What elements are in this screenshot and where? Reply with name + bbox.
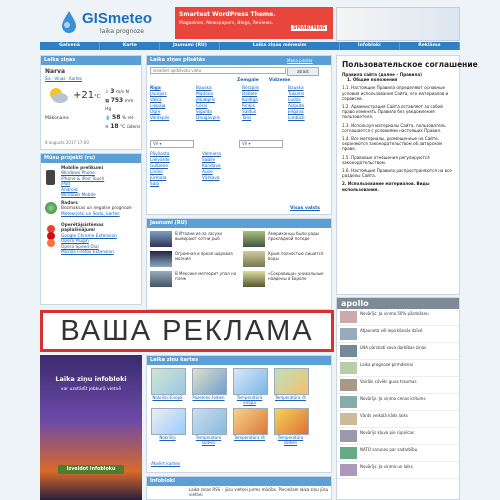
city-link[interactable]: Ventspils — [150, 116, 170, 121]
apollo-item[interactable]: Novārījs: Ja viņma un laiks — [337, 462, 459, 479]
all-cities-link[interactable]: Visas valsts — [290, 206, 320, 211]
news-item[interactable]: Американцы были рады прохладной погоде — [240, 229, 333, 249]
weather-wind: ⇩ 3 m/s N — [105, 88, 129, 95]
map-thumb — [192, 408, 227, 435]
city-list-2 — [147, 150, 253, 189]
city-link[interactable]: Cēsis — [196, 104, 208, 109]
extensions-list — [61, 223, 136, 255]
weather-water: ≋ 18 °C ūdens — [105, 123, 141, 130]
header-ad-screens — [336, 7, 460, 41]
nav-item-ads[interactable]: Reklāma — [400, 42, 460, 50]
weather-humidity: 💧 58 % rel. — [105, 114, 135, 121]
rules-paragraph: 1.5. Правовые отношения регулируются законодательством. — [342, 154, 430, 165]
my-city-link[interactable]: Mana pilsēta — [287, 58, 313, 63]
map-thumb — [151, 408, 186, 435]
ad-banner-subtitle: Magazines, Newspapers, Blogs, Reviews. — [179, 21, 274, 26]
weather-header: Laika ziņas — [41, 56, 141, 65]
news-item[interactable]: В Мексике метеорит упал на пляж — [147, 269, 240, 289]
city-link[interactable]: Vārkava — [202, 176, 220, 181]
link-windows-mobile[interactable]: Windows Mobile — [61, 193, 96, 199]
apollo-logo[interactable]: apollo — [337, 298, 459, 309]
promo-title: Laika ziņu infobloki — [55, 375, 127, 383]
map-card[interactable]: Nokrišņi Eiropā — [151, 368, 186, 405]
infoblocks-text: Laika ziņas RSS – jūsu vietnei pirms mācībs. Pieciešam laika ziņu jūsu vietnei — [189, 487, 329, 497]
city-link[interactable]: Jaunpils — [150, 92, 167, 97]
rules-section: 1. Общие положения — [347, 77, 398, 83]
link-ipad[interactable]: iPad — [61, 182, 70, 188]
city-link[interactable]: Limbaži — [288, 116, 305, 121]
all-maps-link[interactable]: Atvērt kartes — [151, 462, 181, 467]
news-item[interactable]: «Сокровища» уникальные найдены в Европе — [240, 269, 333, 289]
news-grid — [147, 229, 333, 289]
city-link[interactable]: Valmiera — [202, 152, 221, 157]
city-link[interactable]: Ogre — [150, 110, 161, 115]
main-nav — [40, 42, 460, 50]
city-link[interactable]: Madona — [196, 92, 214, 97]
maps-header: Laika ziņu kartes — [147, 356, 331, 365]
ad-overlay-text: ВАША РЕКЛАМА — [60, 315, 314, 347]
weather-condition: Mākoņains — [45, 116, 69, 121]
map-thumb — [274, 368, 309, 395]
mobile-apps-list — [61, 166, 104, 198]
apollo-item[interactable]: Novārījs kļuva pie rūpnīcas — [337, 428, 459, 445]
radar-link-2[interactable]: Meteorjolsi un Sodu, kartes — [61, 211, 120, 217]
weather-city[interactable]: Narva — [45, 68, 65, 75]
nav-item-map[interactable]: Karte — [100, 42, 160, 50]
rules-paragraph: 1.2. Администрация Сайта оставляет за собой право изменять Правила без уведомления пользователя. — [342, 104, 443, 120]
infoblock-promo[interactable] — [40, 355, 142, 500]
rules-title: Правила сайта (далее – Правила) — [342, 72, 422, 77]
city-link[interactable]: Pāvilosta — [150, 152, 170, 157]
promo-button[interactable]: Izveidot infobloku — [58, 465, 124, 474]
projects-widget — [40, 153, 142, 305]
link-android[interactable]: Android — [61, 187, 78, 193]
mobile-apps-title: Mobilie prelikumi — [61, 166, 104, 171]
map-card[interactable]: Temperatūra rīt — [233, 408, 268, 445]
news-item[interactable]: Крым полностью лишится воды — [240, 249, 333, 269]
news-thumb — [243, 251, 265, 267]
browser-icons — [45, 224, 57, 248]
city-link[interactable]: Kandava — [202, 164, 221, 169]
city-search-input[interactable] — [150, 67, 286, 74]
rules-paragraph: 1.1. Настоящие Правила определяют основные условия использования Сайта, его материалов и сервисов. — [342, 85, 449, 101]
weather-links[interactable]: Šis · Viņas · Kartes — [45, 76, 82, 81]
map-thumb — [233, 368, 268, 395]
region-select-1[interactable]: Vē ▾ — [150, 140, 194, 148]
news-thumb — [243, 271, 265, 287]
city-link[interactable]: Bauska — [288, 86, 304, 91]
map-card[interactable]: Temperatūra rīt — [274, 368, 309, 405]
link-firefox[interactable]: Mozilla Firefox Extension — [61, 250, 114, 256]
extensions-title: Operētājsistēmas paplašinājumi — [61, 223, 104, 234]
radar-icon — [45, 202, 57, 214]
header-ad-banner[interactable] — [175, 7, 333, 39]
tab-vidzeme[interactable]: Vidzeme — [268, 78, 291, 83]
apollo-item[interactable]: Vārds veikalā kāds laiks — [337, 411, 459, 428]
link-windows-phone[interactable]: Windows Phone — [61, 171, 95, 177]
city-link[interactable]: Kuldīga — [242, 98, 258, 103]
maps-widget — [146, 355, 332, 473]
phone-icon — [46, 170, 55, 185]
city-link[interactable]: Sigulda — [196, 110, 212, 115]
maps-row — [147, 405, 331, 445]
map-thumb — [151, 368, 186, 395]
city-search-header: Laika ziņas pilsētās — [147, 56, 331, 65]
map-card[interactable]: Nokrišņi — [151, 408, 186, 445]
rules-paragraph: 1.6. Настоящие Правила распространяются на все разделы Сайта. — [342, 168, 452, 179]
city-link[interactable]: Tukums — [288, 92, 305, 97]
apollo-item[interactable]: Novārījs: Ja viņma cenas kritums — [337, 394, 459, 411]
link-opera-speed-dial[interactable]: Opera Speed Dial — [61, 244, 99, 250]
rules-panel — [336, 55, 478, 295]
city-tabs — [237, 78, 290, 83]
nav-item-infoblocks[interactable]: Infobloki — [340, 42, 400, 50]
city-link[interactable]: Bauska — [196, 86, 212, 91]
map-thumb — [233, 408, 268, 435]
city-link[interactable]: Jūrmala — [150, 176, 167, 181]
link-chrome[interactable]: Google Chrome Extension — [61, 233, 117, 239]
city-link[interactable]: Gulbene — [150, 164, 168, 169]
city-link[interactable]: Sala — [150, 182, 160, 187]
news-thumb — [150, 231, 172, 247]
city-link[interactable]: Talsi — [242, 116, 252, 121]
map-thumb — [274, 408, 309, 435]
city-link[interactable]: Daugavpils — [196, 116, 220, 121]
nav-item-news[interactable]: Jaunumi (RU) — [160, 42, 220, 50]
apollo-item[interactable]: Vairāki cilvēki guva traumas — [337, 377, 459, 394]
city-link[interactable]: Liepāja — [150, 104, 166, 109]
infoblocks-widget — [146, 476, 332, 500]
rules-paragraph: 1.4. Все материалы, размещенные на Сайте, охраняются законодательством об авторском праве. — [342, 136, 443, 152]
city-link[interactable]: Līvāni — [150, 170, 163, 175]
ad-banner-title: Smartest WordPress Theme. — [179, 11, 276, 18]
radar-link-1[interactable]: Bezmaksas un negalse prognoze — [61, 206, 132, 212]
rules-header: Пользовательское соглашение — [342, 60, 478, 69]
link-iphone[interactable]: iPhone & iPod Touch — [61, 176, 105, 182]
city-link[interactable]: Jēkabpils — [196, 98, 216, 103]
city-link[interactable]: Jelgava — [288, 110, 304, 115]
map-card[interactable]: Pazemes šodien — [192, 368, 227, 405]
city-link[interactable]: Aizpute — [288, 104, 305, 109]
apollo-widget — [336, 297, 460, 500]
news-header: Jaunumi (RU) — [147, 219, 331, 228]
ad-banner-logo: SMARTMAG — [293, 25, 326, 31]
city-link[interactable]: Riņķis — [242, 104, 255, 109]
city-search-button[interactable]: atrast — [287, 67, 319, 76]
ad-overlay[interactable] — [40, 310, 334, 352]
brand-name: GISmeteo — [82, 10, 153, 27]
city-link[interactable]: Valka — [150, 98, 162, 103]
city-link[interactable]: Sabile — [202, 158, 216, 163]
news-thumb — [150, 271, 172, 287]
region-select-2[interactable]: Vē ▾ — [239, 140, 283, 148]
radar-list — [61, 201, 132, 217]
promo-subtitle: var uzstādīt jebkurā vietnē — [60, 387, 122, 392]
apollo-item[interactable]: LNA pārskati sava darbības ziņas — [337, 343, 459, 360]
map-thumb — [192, 368, 227, 395]
news-thumb — [150, 251, 172, 267]
maps-row — [147, 365, 331, 405]
infoblocks-header: Infobloki — [147, 477, 331, 486]
city-link[interactable]: Saldus — [242, 110, 257, 115]
nav-item-monthly[interactable]: Laika ziņas mēnesim — [220, 42, 339, 50]
link-opera-plugin[interactable]: Opera Plugin — [61, 239, 89, 245]
weather-temp: +21°C — [73, 90, 101, 101]
apollo-item[interactable]: Atjaunota vēl iepirkšanās dzīvē — [337, 326, 459, 343]
map-card[interactable]: Temperatūra eiropā — [233, 368, 268, 405]
news-item[interactable]: Огромная и яркая шаровая молния — [147, 249, 240, 269]
projects-header: Mūsu projekti (ru) — [41, 154, 141, 163]
weather-date: 8 augusts 2017 17:00 — [45, 140, 89, 145]
map-card[interactable]: Temperatūra šodien — [274, 408, 309, 445]
site-logo[interactable] — [60, 8, 160, 38]
news-thumb — [243, 231, 265, 247]
apollo-item[interactable]: Laika prognoze pirmdienai — [337, 360, 459, 377]
rules-paragraph: 2. Использование материалов. Виды использования. — [342, 181, 430, 192]
city-link[interactable]: Rīga — [150, 86, 161, 91]
city-link[interactable]: Auce — [202, 170, 213, 175]
weather-drop-icon — [60, 10, 78, 34]
apollo-item[interactable]: Novārījs: Ja viņma 50% pārdošanu — [337, 309, 459, 326]
city-link[interactable]: Bērzpils — [242, 86, 259, 91]
brand-tagline: laika prognoze — [100, 28, 144, 35]
apollo-item[interactable]: NATO sarunas par sadarbību — [337, 445, 459, 462]
weather-pressure: ▦ 753 mm Hg — [105, 97, 134, 112]
city-link[interactable]: Dobele — [242, 92, 258, 97]
news-widget — [146, 218, 332, 310]
weather-cloud-icon — [47, 86, 69, 104]
city-link[interactable]: Lielvārde — [150, 158, 170, 163]
weather-widget — [40, 55, 142, 150]
news-item[interactable]: В Италии из-за засухи вымирают сотни рыб — [147, 229, 240, 249]
city-search-widget — [146, 55, 332, 215]
map-card[interactable]: Temperatūra šodien — [192, 408, 227, 445]
nav-item-home[interactable]: Galvenā — [40, 42, 100, 50]
rules-paragraph: 1.3. Используя материалы Сайта, пользователь соглашается с условиями настоящих Правил. — [342, 122, 446, 133]
city-list — [147, 84, 333, 123]
radar-title: Radars — [61, 201, 78, 206]
tab-zemgale[interactable]: Zemgale — [237, 78, 259, 83]
city-link[interactable]: Ludza — [288, 98, 301, 103]
